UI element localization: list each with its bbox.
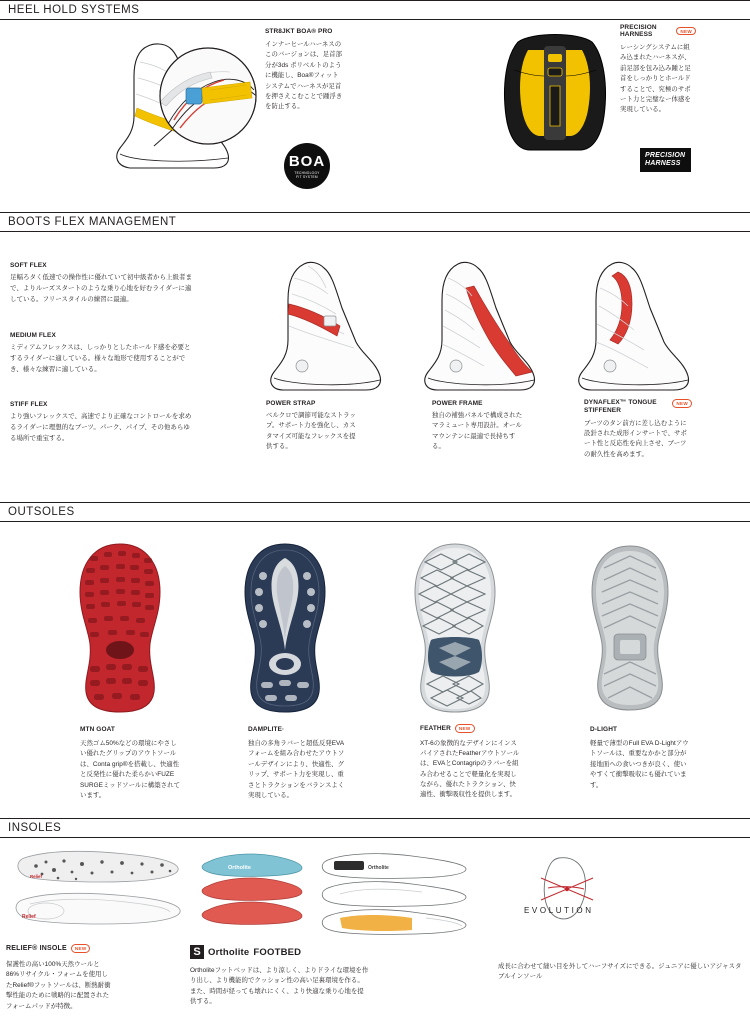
- d-light-block: [590, 726, 690, 791]
- section-header-insoles: [0, 818, 750, 838]
- soft-flex-description: 足幅ろタく低速での操作性に優れていて初中級者から上級者まで、よりルーズスタートのような乗り心地を好むライダーに適している。フリースタイルの練習に最適。: [10, 274, 192, 303]
- relief-insole-illustration: [6, 848, 186, 938]
- evolution-description: 成長に合わせて縫い目を外してハーフサイズにできる。ジュニアに優しいアジャスタブルインソール: [498, 963, 742, 981]
- new-badge: NEW: [672, 399, 692, 408]
- medium-flex-block: [10, 332, 196, 376]
- dynaflex-title: DYNAFLEX™ TONGUE STIFFENER: [584, 399, 657, 414]
- dynaflex-boot-illustration: [566, 248, 696, 398]
- precision-harness-block: [620, 24, 696, 116]
- ortholite-footbed-description-block: [190, 966, 370, 1008]
- medium-flex-title: MEDIUM FLEX: [10, 332, 56, 339]
- section-title: OUTSOLES: [8, 506, 75, 518]
- damplite-block: [248, 726, 348, 801]
- power-strap-description: ベルクロで調節可能なストラップ。サポート力を強化し、カスタマイズ可能なフレックスを提供する。: [266, 412, 356, 451]
- ortholite-s-icon: S: [190, 945, 204, 959]
- mtn-goat-outsole-illustration: [60, 540, 180, 715]
- power-frame-boot-illustration: [412, 248, 542, 398]
- boa-logo-sub2: FIT SYSTEM: [296, 174, 318, 179]
- section-header-outsoles: [0, 502, 750, 522]
- new-badge: NEW: [676, 27, 696, 36]
- evolution-wordmark: EVOLUTION: [524, 906, 594, 915]
- d-light-title: D-LIGHT: [590, 726, 618, 733]
- precision-harness-logo-line2: HARNESS: [645, 160, 681, 168]
- new-badge: NEW: [455, 724, 475, 733]
- stiff-flex-description: より強いフレックスで、高速でより正確なコントロールを求めるライダーに理想的なブーツ。パーク、パイプ、その他あらゆる場所で重宝する。: [10, 413, 192, 442]
- power-frame-title: POWER FRAME: [432, 400, 483, 407]
- feather-description: XT-6の象徴的なデザインにインスパイアされたFeatherアウトソールは、EVAとContagripのラバーを組み合わせることで軽量化を実現しながら、優れたトラクション、快適性、衝撃吸収性を提供します。: [420, 739, 520, 799]
- damplite-title: DAMPLITE·: [248, 726, 285, 733]
- relief-insole-title: RELIEF® INSOLE: [6, 944, 67, 952]
- power-strap-boot-illustration: [258, 248, 388, 398]
- mtn-goat-description: 天然ゴム50%などの環境にやさしい優れたグリップのアウトソールは、Conta grip®を搭載し、快適性と反発性に優れた柔らかいFUZE SURGEミッドソールに構築されています。: [80, 740, 181, 799]
- ortholite-brand: Ortholite: [208, 946, 250, 958]
- new-badge: NEW: [71, 944, 91, 953]
- soft-flex-block: [10, 262, 196, 306]
- stiff-flex-title: STIFF FLEX: [10, 401, 48, 408]
- precision-harness-title: PRECISION HARNESS: [620, 24, 657, 38]
- dynaflex-description: ブーツのタン前方に差し込むように設針された成形インサートで、サポート性と反応性を向上させ、ブーツの耐久性を高めます。: [584, 419, 687, 458]
- evolution-insole-illustration: [515, 852, 625, 932]
- precision-harness-description: レーシングシステムに組み込まれたハーネスが、前足部を包み込み踵と足首をしっかりとホールドすることで、究極のサポート力と完璧なー体感を実現している。: [620, 44, 691, 114]
- svg-text:Ortholite: Ortholite: [228, 865, 251, 871]
- mtn-goat-block: [80, 726, 180, 801]
- relief-insole-block: [6, 944, 116, 953]
- section-header-heel-hold-systems: [0, 0, 750, 20]
- section-header-boots-flex-management: [0, 212, 750, 232]
- str8jkt-boa-pro-description: インナーヒールハーネスのこのバージョンは、足首部分が3ds ポリベルトのように機能し、Boa®フィットシステムでハーネスが足首を押さえこむことで踵浮きを防止する。: [265, 41, 343, 111]
- relief-insole-description-block: [6, 960, 112, 1012]
- heel-hold-boot-illustration: [90, 28, 270, 178]
- svg-text:Relief: Relief: [22, 914, 36, 920]
- str8jkt-boa-pro-block: [265, 28, 343, 113]
- soft-flex-title: SOFT FLEX: [10, 262, 47, 269]
- stiff-flex-block: [10, 401, 196, 445]
- feather-block: [420, 724, 522, 801]
- precision-harness-logo-line1: PRECISION: [645, 152, 686, 159]
- damplite-outsole-illustration: [225, 540, 345, 715]
- power-strap-block: [266, 400, 362, 453]
- power-frame-block: [432, 400, 528, 453]
- section-title: HEEL HOLD SYSTEMS: [8, 4, 140, 16]
- feather-title: FEATHER: [420, 724, 451, 732]
- ortholite-footbed-label: [190, 945, 301, 959]
- power-frame-description: 独自の補強パネルで構成されたマラミュート専用設計。オールマウンテンに最適で長持ちする。: [432, 412, 523, 451]
- precision-harness-illustration: [500, 30, 610, 160]
- section-title: BOOTS FLEX MANAGEMENT: [8, 216, 177, 228]
- svg-text:Relief: Relief: [30, 874, 42, 879]
- d-light-outsole-illustration: [570, 542, 690, 714]
- relief-insole-description: 保護性の高い100%天然ウールと86%リサイクル・フォームを使用したRelief®フットソールは、断熱耐衝撃性能のために戦略的に配置されたフォームパッドが特徴。: [6, 961, 111, 1010]
- power-strap-title: POWER STRAP: [266, 400, 316, 407]
- mtn-goat-title: MTN GOAT: [80, 726, 115, 733]
- section-title: INSOLES: [8, 822, 62, 834]
- evolution-description-block: [498, 962, 746, 983]
- ortholite-footbed-description: Ortholiteフットベッドは、より涼しく、よりドライな環境を作り出し、より機能的でクッション性の高い足裏環境を作る。また、時間が経っても壊れにくく、より快適な乗り心地を提供する。: [190, 967, 369, 1006]
- precision-harness-logo: [640, 148, 691, 172]
- damplite-description: 独自の多角ラバーと超低反発EVAフォームを組み合わせたアウトソールデザインにより、快適性、グリップ、サポート力を実現し、重さとトラクションをバランスよく実現している。: [248, 740, 345, 799]
- dynaflex-block: [584, 399, 692, 460]
- boa-logo: [284, 143, 330, 189]
- svg-text:Ortholite: Ortholite: [368, 865, 389, 871]
- feather-outsole-illustration: [395, 540, 515, 715]
- medium-flex-description: ミディアムフレックスは、しっかりとしたホールド感を必要とするライダーに適している。様々な地形で使用することができ、様々な練習に適している。: [10, 344, 191, 373]
- footbed-title: FOOTBED: [253, 946, 302, 958]
- evolution-label: [524, 906, 594, 915]
- boa-logo-wordmark: BOA: [288, 152, 326, 170]
- str8jkt-boa-pro-title: STR8JKT BOA® PRO: [265, 28, 333, 35]
- d-light-description: 軽量で薄型のFull EVA D-Lightアウトソールは、重要なかかと部分が接地面への食いつきが良く、使いやすくて衝撃吸収にも優れています。: [590, 740, 689, 789]
- boa-logo-sub1: TECHNOLOGY: [294, 170, 320, 175]
- ortholite-footbed-illustration: [190, 848, 500, 943]
